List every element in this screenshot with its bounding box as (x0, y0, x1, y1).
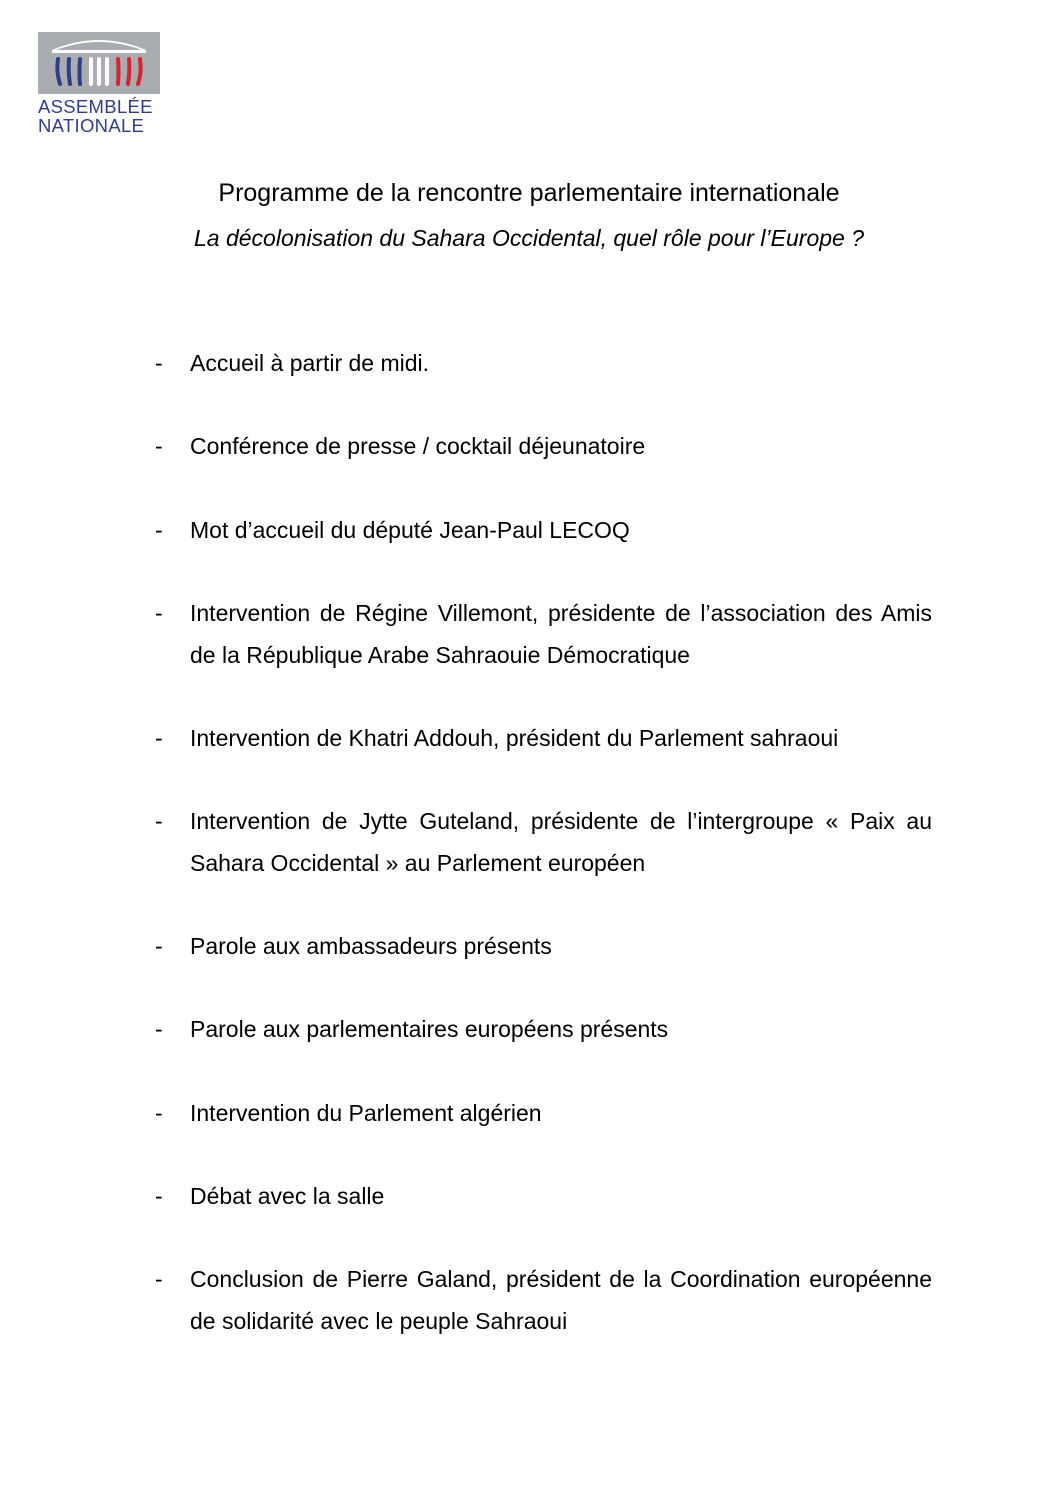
agenda-item (155, 592, 932, 676)
agenda-item (155, 509, 932, 551)
page-title: Programme de la rencontre parlementaire internationale (218, 179, 840, 207)
agenda-item-text: Intervention de Régine Villemont, présidente de l’association des Amis de la République Arabe Sahraouie Démocratique (190, 600, 932, 668)
logo-wordmark (38, 97, 162, 135)
agenda-item-text: Mot d’accueil du député Jean-Paul LECOQ (190, 517, 630, 543)
agenda-item (155, 1258, 932, 1342)
bullet-dash: - (155, 1266, 163, 1292)
agenda-item-text: Intervention du Parlement algérien (190, 1100, 542, 1126)
agenda-item-text: Conférence de presse / cocktail déjeunatoire (190, 433, 646, 459)
bullet-dash: - (155, 725, 163, 751)
page-subtitle: La décolonisation du Sahara Occidental, quel rôle pour l’Europe ? (194, 225, 864, 251)
bullet-dash: - (155, 433, 163, 459)
bullet-dash: - (155, 933, 163, 959)
agenda-item-text: Débat avec la salle (190, 1183, 385, 1209)
bullet-dash: - (155, 600, 163, 626)
agenda-item (155, 425, 932, 467)
agenda-item-text: Intervention de Khatri Addouh, président du Parlement sahraoui (190, 725, 839, 751)
logo-line-1: ASSEMBLÉE (38, 96, 153, 117)
assemblee-nationale-logo (38, 32, 162, 135)
hemicycle-columns-icon (38, 32, 160, 94)
agenda-item-text: Conclusion de Pierre Galand, président de la Coordination européenne de solidarité avec le peuple Sahraoui (190, 1266, 932, 1334)
agenda-item-text: Parole aux parlementaires européens présents (190, 1016, 669, 1042)
bullet-dash: - (155, 350, 163, 376)
bullet-dash: - (155, 1016, 163, 1042)
logo-line-2: NATIONALE (38, 115, 145, 136)
hemicycle-emblem-icon (38, 32, 160, 94)
agenda-item (155, 1008, 932, 1050)
agenda-item (155, 1092, 932, 1134)
agenda-item-text: Accueil à partir de midi. (190, 350, 430, 376)
agenda-item (155, 342, 932, 384)
bullet-dash: - (155, 1183, 163, 1209)
agenda-item (155, 800, 932, 884)
bullet-dash: - (155, 1100, 163, 1126)
agenda-item-text: Parole aux ambassadeurs présents (190, 933, 552, 959)
agenda-item-text: Intervention de Jytte Guteland, présidente de l’intergroupe « Paix au Sahara Occidental » au Parlement européen (190, 808, 932, 876)
bullet-dash: - (155, 808, 163, 834)
agenda-item (155, 717, 932, 759)
agenda-item (155, 1175, 932, 1217)
bullet-dash: - (155, 517, 163, 543)
agenda-item (155, 925, 932, 967)
